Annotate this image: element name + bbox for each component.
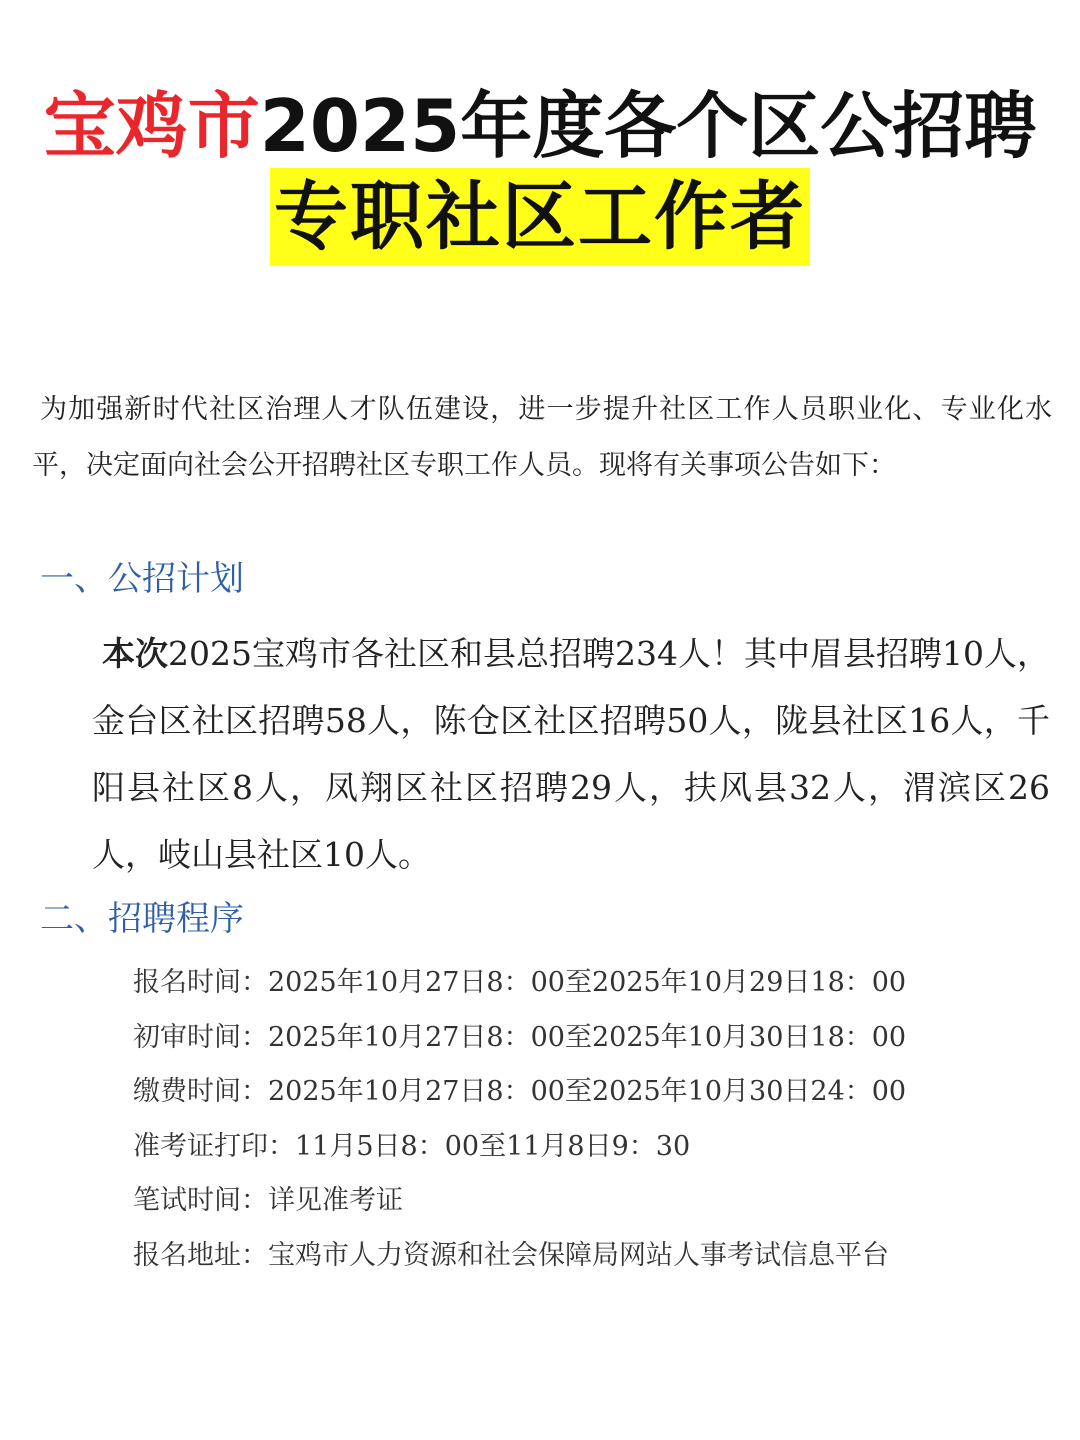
section-heading-plan: 一、公招计划 [40,559,244,599]
schedule-item-exam-time: 笔试时间：详见准考证 [133,1185,403,1217]
plan-paragraph [92,620,1050,888]
schedule-item-review: 初审时间：2025年10月27日8：00至2025年10月30日18：00 [133,1021,907,1053]
section-heading-procedure: 二、招聘程序 [40,899,244,939]
intro-paragraph: 为加强新时代社区治理人才队伍建设，进一步提升社区工作人员职业化、专业化水平，决定面向社会公开招聘社区专职工作人员。现将有关事项公告如下： [32,394,1052,481]
schedule-item-registration: 报名时间：2025年10月27日8：00至2025年10月29日18：00 [133,967,907,998]
subtitle-wrap [0,168,1080,266]
title-rest: 2025年度各个区公招聘 [259,84,1037,168]
schedule-item-address: 报名地址：宝鸡市人力资源和社会保障局网站人事考试信息平台 [133,1239,889,1271]
schedule-list [133,956,1063,1284]
page-title [0,78,1080,174]
schedule-item-admission-ticket: 准考证打印：11月5日8：00至11月8日9：30 [133,1130,691,1162]
page-subtitle-highlight: 专职社区工作者 [270,168,810,266]
plan-lead: 本次 [102,634,169,673]
plan-body: 2025宝鸡市各社区和县总招聘234人！其中眉县招聘10人，金台区社区招聘58人，陈仓区社区招聘50人，陇县社区16人，千阳县社区8人，凤翔区社区招聘29人，扶风县32人，渭滨区26人，岐山县社区10人。 [92,634,1051,874]
title-city: 宝鸡市 [43,84,260,168]
schedule-item-payment: 缴费时间：2025年10月27日8：00至2025年10月30日24：00 [133,1076,907,1108]
